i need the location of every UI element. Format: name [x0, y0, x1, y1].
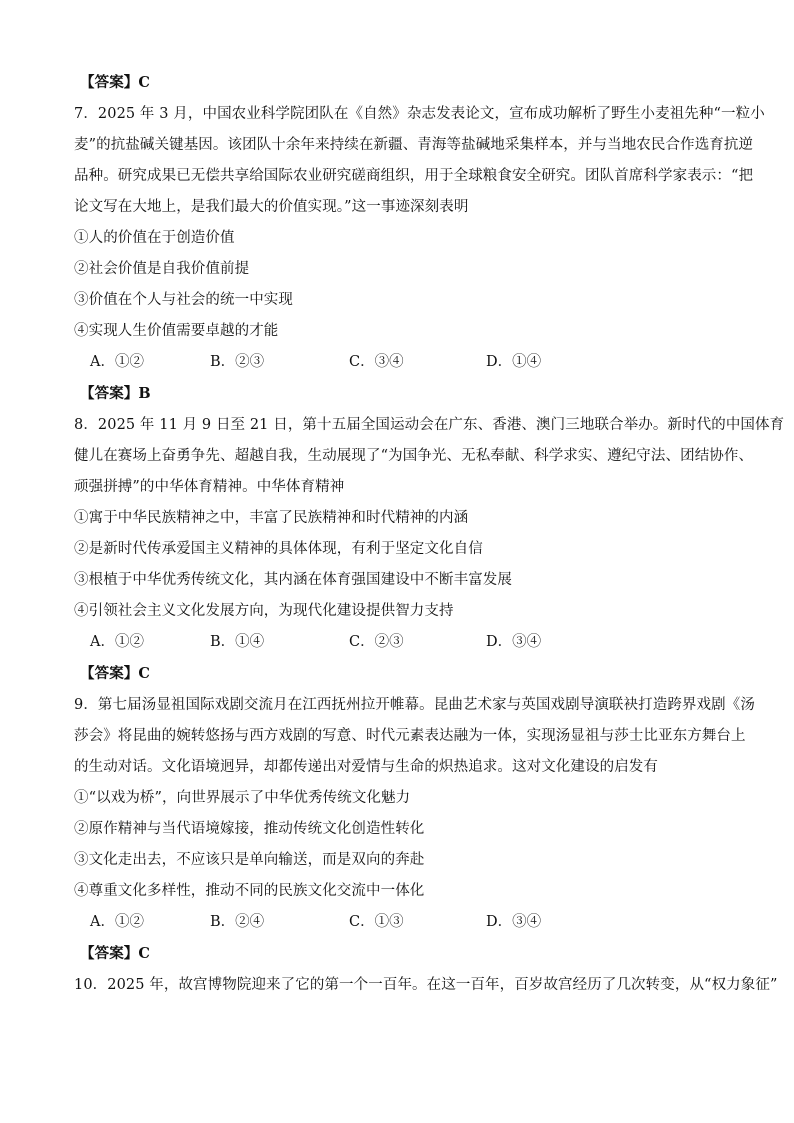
answer-q8: 【答案】C — [80, 665, 151, 682]
q7-option-c: C．③④ — [349, 354, 404, 370]
q9-options — [90, 912, 690, 932]
q8-option-c: C．②③ — [349, 634, 404, 650]
q9-stem-line-2: 莎会》将昆曲的婉转悠扬与西方戏剧的写意、时代元素表达融为一体，实现汤显祖与莎士比亚东方舞台上 — [74, 728, 746, 744]
q9-item-2: ②原作精神与当代语境嫁接，推动传统文化创造性转化 — [74, 821, 425, 837]
q9-stem-line-3: 的生动对话。文化语境迥异，却都传递出对爱情与生命的炽热追求。这对文化建设的启发有 — [74, 759, 658, 775]
q9-option-b: B．②④ — [210, 914, 265, 930]
q9-item-1: ①“以戏为桥”，向世界展示了中华优秀传统文化魅力 — [74, 790, 411, 806]
q10-stem-line-1: 10．2025 年，故宫博物院迎来了它的第一个一百年。在这一百年，百岁故宫经历了几次转变，从“权力象征” — [74, 977, 778, 993]
answer-q9: 【答案】C — [80, 945, 151, 962]
q9-item-4: ④尊重文化多样性，推动不同的民族文化交流中一体化 — [74, 883, 425, 899]
answer-q7: 【答案】B — [80, 385, 151, 402]
q8-stem-line-2: 健儿在赛场上奋勇争先、超越自我，生动展现了“为国争光、无私奉献、科学求实、遵纪守法、团结协作、 — [74, 448, 754, 464]
q7-stem-line-4: 论文写在大地上，是我们最大的价值实现。”这一事迹深刻表明 — [74, 199, 469, 215]
q8-stem-line-3: 顽强拼搏”的中华体育精神。中华体育精神 — [74, 479, 345, 495]
q7-option-a: A．①② — [90, 354, 144, 370]
q8-option-d: D．③④ — [486, 634, 542, 650]
q7-stem-line-2: 麦”的抗盐碱关键基因。该团队十余年来持续在新疆、青海等盐碱地采集样本，并与当地农民合作选育抗逆 — [74, 137, 754, 153]
q8-option-a: A．①② — [90, 634, 144, 650]
q9-stem-line-1: 9．第七届汤显祖国际戏剧交流月在江西抚州拉开帷幕。昆曲艺术家与英国戏剧导演联袂打造跨界戏剧《汤 — [74, 697, 755, 713]
q7-item-2: ②社会价值是自我价值前提 — [74, 261, 250, 277]
q7-stem-line-1: 7．2025 年 3 月，中国农业科学院团队在《自然》杂志发表论文，宣布成功解析了野生小麦祖先种“一粒小 — [74, 106, 765, 122]
q8-options — [90, 632, 690, 652]
q7-item-1: ①人的价值在于创造价值 — [74, 230, 235, 246]
q7-option-d: D．①④ — [486, 354, 542, 370]
q8-item-4: ④引领社会主义文化发展方向，为现代化建设提供智力支持 — [74, 603, 454, 619]
q8-item-3: ③根植于中华优秀传统文化，其内涵在体育强国建设中不断丰富发展 — [74, 572, 512, 588]
q8-item-2: ②是新时代传承爱国主义精神的具体体现，有利于坚定文化自信 — [74, 541, 483, 557]
q8-item-1: ①寓于中华民族精神之中，丰富了民族精神和时代精神的内涵 — [74, 510, 469, 526]
q9-option-d: D．③④ — [486, 914, 542, 930]
q7-options — [90, 352, 690, 372]
q9-option-a: A．①② — [90, 914, 144, 930]
q8-stem-line-1: 8．2025 年 11 月 9 日至 21 日，第十五届全国运动会在广东、香港、澳门三地联合举办。新时代的中国体育 — [74, 417, 785, 433]
q8-option-b: B．①④ — [210, 634, 265, 650]
q9-option-c: C．①③ — [349, 914, 404, 930]
q9-item-3: ③文化走出去，不应该只是单向输送，而是双向的奔赴 — [74, 852, 425, 868]
answer-q6: 【答案】C — [80, 74, 151, 91]
q7-item-4: ④实现人生价值需要卓越的才能 — [74, 323, 279, 339]
q7-stem-line-3: 品种。研究成果已无偿共享给国际农业研究磋商组织，用于全球粮食安全研究。团队首席科学家表示：“把 — [74, 168, 754, 184]
q7-option-b: B．②③ — [210, 354, 265, 370]
q7-item-3: ③价值在个人与社会的统一中实现 — [74, 292, 293, 308]
